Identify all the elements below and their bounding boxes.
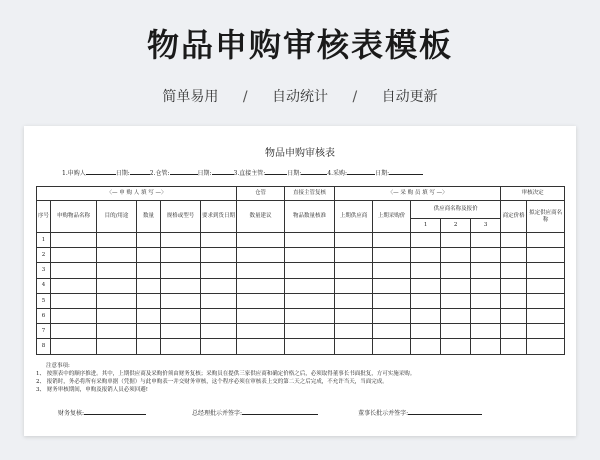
table-cell	[137, 263, 161, 278]
table-cell	[373, 293, 411, 308]
table-cell	[335, 263, 373, 278]
table-cell	[285, 248, 335, 263]
table-cell	[97, 339, 137, 354]
table-row	[37, 339, 565, 354]
table-cell	[501, 263, 527, 278]
table-cell	[335, 278, 373, 293]
table-cell	[373, 308, 411, 323]
table-cell	[51, 339, 97, 354]
table-cell	[335, 339, 373, 354]
date-label: 日期:	[287, 170, 302, 177]
purchase-label: 4.采购:	[327, 170, 348, 177]
group-supervisor: 直接主管复核	[285, 187, 335, 201]
col-quantity-suggest: 数量建议	[237, 201, 285, 233]
row-number: 1	[37, 233, 51, 248]
row-number: 3	[37, 263, 51, 278]
table-cell	[501, 293, 527, 308]
table-cell	[237, 278, 285, 293]
table-cell	[441, 263, 471, 278]
table-cell	[137, 293, 161, 308]
table-row	[37, 308, 565, 323]
table-cell	[51, 263, 97, 278]
applicant-label: 1.申购人	[62, 170, 86, 177]
gm-sign-label: 总经理批示并签字:	[192, 410, 243, 417]
tag-auto-update: 自动更新	[381, 89, 438, 105]
group-approval: 审核决定	[501, 187, 565, 201]
table-cell	[501, 308, 527, 323]
signature-line	[58, 408, 482, 417]
table-cell	[285, 278, 335, 293]
table-cell	[501, 278, 527, 293]
table-cell	[441, 233, 471, 248]
table-cell	[161, 339, 201, 354]
table-cell	[373, 324, 411, 339]
group-warehouse: 仓管	[237, 187, 285, 201]
table-cell	[285, 263, 335, 278]
table-cell	[373, 233, 411, 248]
date-blank	[301, 168, 327, 175]
table-cell	[285, 324, 335, 339]
table-cell	[471, 263, 501, 278]
group-purchase: 〈— 采 购 员 填 写 —〉	[335, 187, 501, 201]
date-blank	[212, 168, 234, 175]
col-due-date: 要求到货日期	[201, 201, 237, 233]
group-applicant: 〈— 申 购 人 填 写 —〉	[37, 187, 237, 201]
table-cell	[441, 293, 471, 308]
table-cell	[471, 248, 501, 263]
date-blank	[389, 168, 423, 175]
table-cell	[237, 263, 285, 278]
table-cell	[201, 248, 237, 263]
document-preview	[24, 126, 576, 436]
warehouse-blank	[170, 168, 198, 175]
table-cell	[137, 278, 161, 293]
table-cell	[161, 278, 201, 293]
table-row	[37, 263, 565, 278]
row-number: 8	[37, 339, 51, 354]
col-item-name: 申购物品名称	[51, 201, 97, 233]
chairman-sign-blank	[408, 408, 482, 415]
table-cell	[411, 263, 441, 278]
purchase-request-table	[36, 186, 565, 355]
tag-separator: /	[352, 89, 358, 105]
table-row	[37, 248, 565, 263]
table-cell	[201, 293, 237, 308]
gm-sign-blank	[242, 408, 318, 415]
table-cell	[97, 248, 137, 263]
table-cell	[411, 293, 441, 308]
table-row	[37, 233, 565, 248]
table-cell	[471, 293, 501, 308]
table-cell	[373, 263, 411, 278]
table-cell	[201, 233, 237, 248]
table-cell	[441, 339, 471, 354]
col-quantity-approve: 物品数量核准	[285, 201, 335, 233]
table-cell	[411, 339, 441, 354]
finance-review-label: 财务复核:	[58, 410, 85, 417]
table-cell	[51, 248, 97, 263]
chairman-sign-label: 董事长批示并签字:	[358, 410, 409, 417]
table-cell	[527, 248, 565, 263]
tag-easy: 简单易用	[162, 89, 219, 105]
table-cell	[51, 278, 97, 293]
table-cell	[237, 233, 285, 248]
table-cell	[471, 278, 501, 293]
table-cell	[471, 339, 501, 354]
document-title: 物品申购审核表	[265, 148, 335, 159]
table-cell	[161, 308, 201, 323]
table-cell	[527, 278, 565, 293]
table-cell	[501, 233, 527, 248]
table-cell	[411, 233, 441, 248]
date-label: 日期:	[375, 170, 390, 177]
table-cell	[373, 339, 411, 354]
table-cell	[471, 324, 501, 339]
table-cell	[285, 233, 335, 248]
date-blank	[130, 168, 150, 175]
col-quantity: 数量	[137, 201, 161, 233]
page-title: 物品申购审核表模板	[146, 26, 453, 64]
table-cell	[471, 233, 501, 248]
notes-heading: 注意事项:	[46, 363, 70, 369]
note-1: 1、 按照表中的顺序推进。其中，上期供应商及采购价须由财务复核；采购员在提供三家供应商和确定价格之后，必须取得董事长书面批复，方可实施采购。	[36, 371, 416, 377]
table-cell	[201, 324, 237, 339]
table-cell	[51, 293, 97, 308]
col-purpose: 目的/用途	[97, 201, 137, 233]
table-cell	[237, 308, 285, 323]
table-cell	[161, 233, 201, 248]
table-cell	[335, 248, 373, 263]
finance-review-blank	[84, 408, 146, 415]
table-cell	[97, 233, 137, 248]
table-cell	[527, 233, 565, 248]
table-cell	[161, 263, 201, 278]
table-cell	[411, 248, 441, 263]
table-cell	[161, 324, 201, 339]
table-cell	[335, 233, 373, 248]
table-cell	[335, 308, 373, 323]
table-cell	[411, 308, 441, 323]
table-cell	[97, 293, 137, 308]
table-cell	[97, 278, 137, 293]
notes-section	[36, 362, 415, 394]
tag-auto-stats: 自动统计	[272, 89, 328, 105]
table-cell	[441, 324, 471, 339]
col-quote-2: 2	[441, 219, 471, 233]
purchase-blank	[347, 168, 375, 175]
table-cell	[285, 308, 335, 323]
table-cell	[501, 248, 527, 263]
table-cell	[51, 233, 97, 248]
table-cell	[527, 339, 565, 354]
table-cell	[237, 339, 285, 354]
row-number: 5	[37, 293, 51, 308]
table-cell	[201, 339, 237, 354]
table-cell	[471, 308, 501, 323]
table-cell	[527, 308, 565, 323]
col-quote-1: 1	[411, 219, 441, 233]
table-row	[37, 293, 565, 308]
date-label: 日期:	[115, 170, 130, 177]
warehouse-label: 2.仓管:	[149, 170, 170, 177]
table-cell	[335, 293, 373, 308]
col-spec: 规格或型号	[161, 201, 201, 233]
table-cell	[501, 339, 527, 354]
table-cell	[373, 278, 411, 293]
table-cell	[527, 293, 565, 308]
table-cell	[137, 233, 161, 248]
table-cell	[501, 324, 527, 339]
table-cell	[285, 293, 335, 308]
table-cell	[285, 339, 335, 354]
col-supplier-quotes: 供应商名称及报价	[411, 201, 501, 219]
table-cell	[97, 324, 137, 339]
table-cell	[373, 248, 411, 263]
table-cell	[411, 324, 441, 339]
col-agreed-price: 商定价格	[501, 201, 527, 233]
note-2: 2、 报销时，务必将所有采购单据（凭据）与此申购表一并交财务审核，这个程序必须在审核表上交的第二天之后完成，不允许当天，当面完成。	[36, 379, 388, 385]
table-cell	[137, 308, 161, 323]
table-cell	[237, 293, 285, 308]
note-3: 3、 财务审核期间，申购及报销人员必须回避!	[36, 387, 148, 393]
row-number: 2	[37, 248, 51, 263]
col-quote-3: 3	[471, 219, 501, 233]
row-number: 7	[37, 324, 51, 339]
table-cell	[441, 278, 471, 293]
table-cell	[97, 263, 137, 278]
table-cell	[201, 263, 237, 278]
table-cell	[137, 339, 161, 354]
table-cell	[161, 293, 201, 308]
col-no: 序号	[37, 201, 51, 233]
table-cell	[161, 248, 201, 263]
table-row	[37, 278, 565, 293]
table-cell	[97, 308, 137, 323]
applicant-blank	[86, 168, 116, 175]
supervisor-blank	[265, 168, 287, 175]
table-cell	[201, 308, 237, 323]
col-proposed-supplier: 拟定供应商名称	[527, 201, 565, 233]
table-cell	[335, 324, 373, 339]
table-cell	[441, 248, 471, 263]
feature-tags	[0, 86, 600, 106]
date-label: 日期:	[197, 170, 212, 177]
table-cell	[411, 278, 441, 293]
table-cell	[51, 324, 97, 339]
row-number: 6	[37, 308, 51, 323]
table-cell	[201, 278, 237, 293]
supervisor-label: 3.直接主管:	[233, 170, 266, 177]
table-cell	[527, 324, 565, 339]
table-cell	[237, 248, 285, 263]
row-number: 4	[37, 278, 51, 293]
table-cell	[237, 324, 285, 339]
table-cell	[137, 248, 161, 263]
table-cell	[137, 324, 161, 339]
col-last-price: 上期采购价	[373, 201, 411, 233]
table-cell	[441, 308, 471, 323]
table-row	[37, 324, 565, 339]
table-cell	[51, 308, 97, 323]
tag-separator: /	[242, 89, 248, 105]
col-last-supplier: 上期供应商	[335, 201, 373, 233]
table-cell	[527, 263, 565, 278]
approval-info-line	[62, 168, 423, 177]
